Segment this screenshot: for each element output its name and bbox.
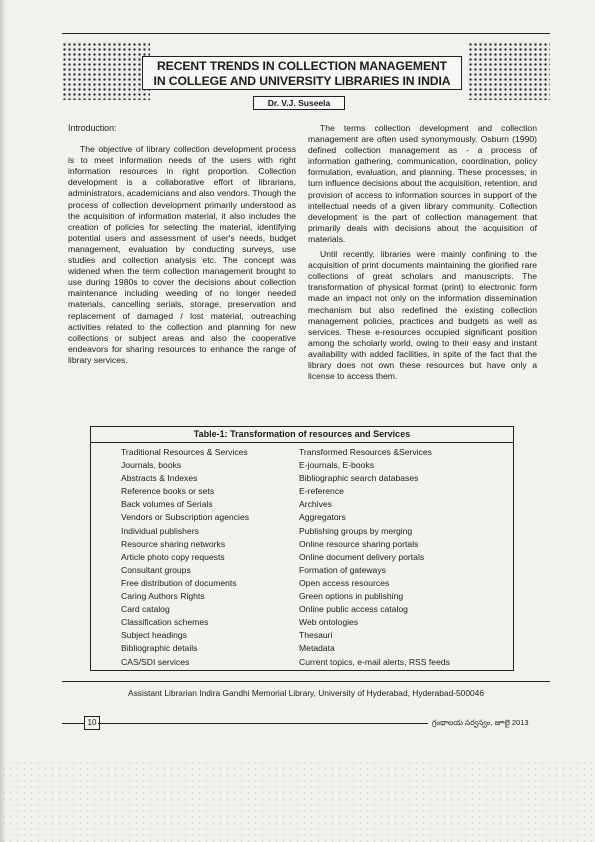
table-cell: Publishing groups by merging <box>299 525 413 536</box>
title-line-2: IN COLLEGE AND UNIVERSITY LIBRARIES IN INDIA <box>153 74 451 88</box>
table-cell: Individual publishers <box>121 525 199 536</box>
table-caption: Table-1: Transformation of resources and Services <box>91 427 513 443</box>
traditional-column <box>121 446 301 669</box>
transformed-column <box>299 446 509 669</box>
table-cell: Formation of gateways <box>299 564 386 575</box>
table-cell: Caring Authors Rights <box>121 591 205 602</box>
table-cell: CAS/SDI services <box>121 656 190 667</box>
section-heading-introduction: Introduction: <box>68 123 117 133</box>
table-cell: Subject headings <box>121 630 187 641</box>
table-cell: E-reference <box>299 486 344 497</box>
table-cell: Green options in publishing <box>299 591 404 602</box>
scan-edge-shadow <box>0 0 6 842</box>
journal-footer: గ్రంథాలయ సర్వస్వం, జూలై 2013 <box>432 718 529 727</box>
intro-paragraph: The objective of library collection development process is to meet information needs of the users with right information resources in right proportion. Collection development is a collaborative effort of librarians, administrators, academicians and also vendors. Though the process of collection development primarily understood as the acquisition of information material, it also includes the creation of policies for selecting the material, identifying potential users and assessment of user's needs, budget management, evaluation by conducting surveys, use studies and collection analysis etc. The concept was widened when the term collection management brought to use during 1980s to cover the decisions about collection maintenance including weeding of no longer needed materials, cancelling serials, storage, preservation and replacement of damaged / lost material, outreaching activities related to the collection and planning for new collections or subject areas and also the cooperative endeavors for sharing resources to enhance the range of library services. <box>68 144 296 365</box>
left-column <box>68 123 296 370</box>
paragraph-eresources: Until recently, libraries were mainly confining to the acquisition of print documents maintaining the glorified rare collections of great scholars and manuscripts. The transformation of physical format (print) to electronic form made an impact not only on the information dissemination mechanism but also redefined the existing collection management policies, practices and budgets as well as services. These e-resources occupied significant position among the scholarly world, owing to their easy and instant availability with added facilities, in spite of the fact that the library does not own these resources but have only a license to access them. <box>308 249 537 382</box>
scan-noise <box>0 760 595 842</box>
table-cell: Consultant groups <box>121 564 191 575</box>
footer-rule-left <box>62 723 84 724</box>
table-cell: Article photo copy requests <box>121 551 225 562</box>
table-cell: Reference books or sets <box>121 486 215 497</box>
table-cell: Current topics, e-mail alerts, RSS feeds <box>299 656 450 667</box>
title-line-1: RECENT TRENDS IN COLLECTION MANAGEMENT <box>156 59 448 73</box>
table-cell: Transformed Resources &Services <box>299 447 432 457</box>
table-cell: Classification schemes <box>121 617 209 628</box>
table-cell: Online resource sharing portals <box>299 538 419 549</box>
paragraph-definitions: The terms collection development and collection management are often used synonymously. Osburn (1990) defined collection management as - a process of information gathering, communication, coordination, policy formulation, evaluation, and planning. These processes, in turn influence decisions about the acquisition, retention, and provision of access to information sources in support of the intellectual needs of a given library community. Collection development is the part of collection management that primarily deals with decisions about the acquisition of materials. <box>308 123 537 244</box>
transformation-table <box>90 426 514 671</box>
table-cell: Online document delivery portals <box>299 551 425 562</box>
table-cell: Bibliographic search databases <box>299 473 419 484</box>
author-affiliation-footnote: Assistant Librarian Indira Gandhi Memorial Library, University of Hyderabad, Hyderabad-500046 <box>62 681 550 698</box>
table-cell: Online public access catalog <box>299 604 408 615</box>
table-cell: E-journals, E-books <box>299 460 374 471</box>
footer-rule <box>98 723 428 724</box>
decorative-pattern-left <box>62 42 150 100</box>
table-cell: Back volumes of Serials <box>121 499 213 510</box>
table-cell: Resource sharing networks <box>121 538 226 549</box>
table-cell: Bibliographic details <box>121 643 198 654</box>
table-cell: Open access resources <box>299 577 390 588</box>
table-cell: Thesauri <box>299 630 333 641</box>
top-rule <box>62 33 550 34</box>
table-cell: Archives <box>299 499 332 510</box>
table-cell: Web ontologies <box>299 617 359 628</box>
table-cell: Card catalog <box>121 604 170 615</box>
author-name: Dr. V.J. Suseela <box>253 96 345 110</box>
table-cell: Traditional Resources & Services <box>121 447 248 457</box>
table-cell: Vendors or Subscription agencies <box>121 512 250 523</box>
page-number: 10 <box>84 716 100 730</box>
table-cell: Free distribution of documents <box>121 577 237 588</box>
title-banner <box>62 42 550 100</box>
table-cell: Aggregators <box>299 512 346 523</box>
article-title <box>142 56 462 90</box>
right-column <box>308 123 537 386</box>
table-cell: Abstracts & Indexes <box>121 473 198 484</box>
table-cell: Journals, books <box>121 460 182 471</box>
table-cell: Metadata <box>299 643 335 654</box>
decorative-pattern-right <box>468 42 550 100</box>
